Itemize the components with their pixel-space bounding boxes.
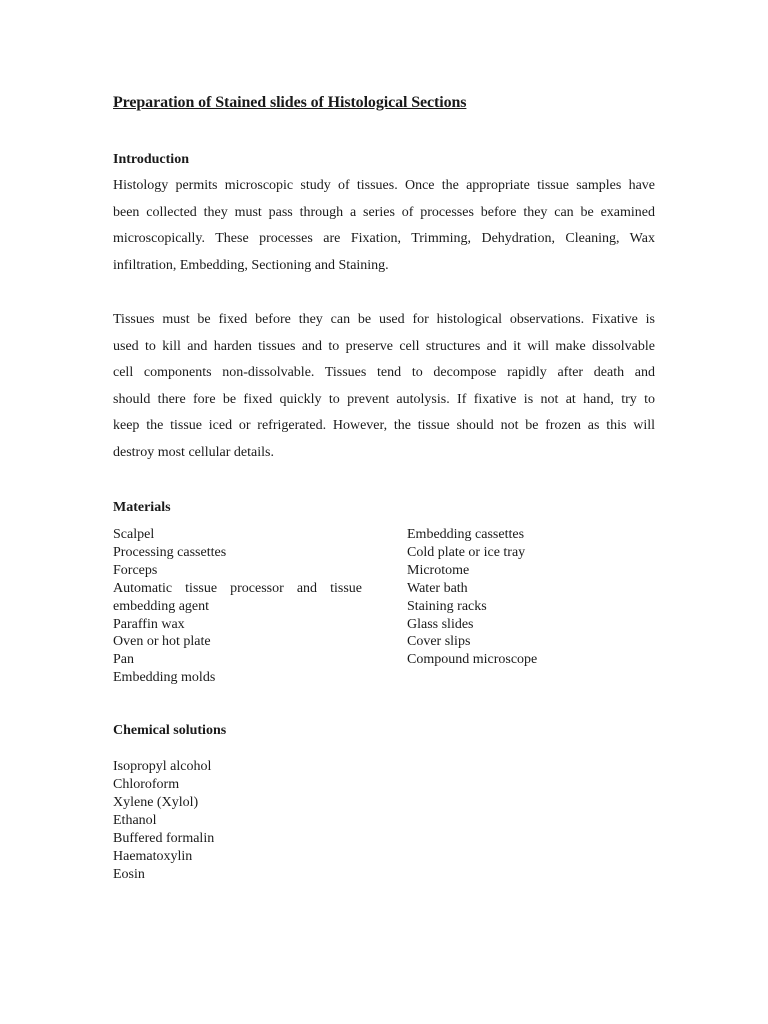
chemical-solutions-list [113,758,214,884]
introduction-heading: Introduction [113,152,189,167]
paragraph-line: cell components non-dissolvable. Tissues tend to decompose rapidly after death and [113,365,655,381]
introduction-paragraph-1 [113,173,655,279]
list-item: Haematoxylin [113,849,193,864]
list-item: Ethanol [113,813,157,828]
paragraph-line: Tissues must be fixed before they can be used for histological observations. Fixative is [113,312,655,327]
list-item: Microtome [407,562,470,578]
paragraph-line: should there fore be fixed quickly to prevent autolysis. If fixative is not at hand, try to [113,391,655,407]
list-item: Processing cassettes [113,544,227,560]
paragraph-line: microscopically. These processes are Fixation, Trimming, Dehydration, Cleaning, Wax [113,231,655,247]
materials-left-list [113,526,362,687]
list-item: Buffered formalin [113,831,215,846]
list-item: Water bath [407,580,468,596]
paragraph-line: been collected they must pass through a series of processes before they can be examined [113,204,655,220]
list-item: Staining racks [407,598,487,614]
paragraph-line: destroy most cellular details. [113,444,274,460]
list-item: Chloroform [113,777,180,792]
list-item: Eosin [113,867,145,882]
list-item: Cover slips [407,634,471,650]
list-item: Pan [113,652,134,668]
list-item: Embedding molds [113,670,216,686]
list-item: Automatic tissue processor and tissue [113,580,362,596]
list-item: embedding agent [113,598,210,614]
materials-right-list [407,526,657,669]
introduction-paragraph-2 [113,307,655,467]
paragraph-line: keep the tissue iced or refrigerated. However, the tissue should not be frozen as this will [113,418,655,434]
list-item: Compound microscope [407,652,538,668]
document-title: Preparation of Stained slides of Histological Sections [113,94,467,111]
list-item: Paraffin wax [113,616,185,632]
list-item: Oven or hot plate [113,634,211,650]
paragraph-line: Histology permits microscopic study of tissues. Once the appropriate tissue samples have [113,178,655,193]
chemical-solutions-heading: Chemical solutions [113,723,227,738]
list-item: Cold plate or ice tray [407,544,526,560]
list-item: Isopropyl alcohol [113,759,212,774]
paragraph-line: used to kill and harden tissues and to preserve cell structures and it will make dissolvable [113,338,655,354]
materials-heading: Materials [113,500,171,515]
list-item: Glass slides [407,616,474,632]
list-item: Scalpel [113,527,155,542]
paragraph-line: infiltration, Embedding, Sectioning and Staining. [113,257,389,273]
list-item: Xylene (Xylol) [113,795,199,810]
list-item: Embedding cassettes [407,527,525,542]
list-item: Forceps [113,562,158,578]
